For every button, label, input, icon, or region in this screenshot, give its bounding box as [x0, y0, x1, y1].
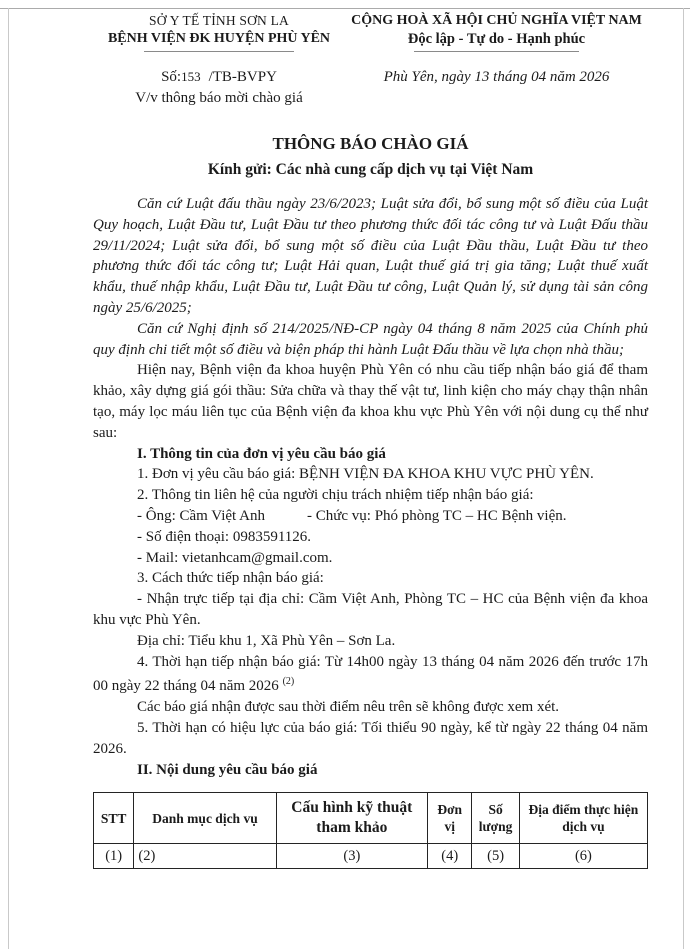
- section2-heading: II. Nội dung yêu cầu báo giá: [137, 761, 318, 778]
- section1-heading: I. Thông tin của đơn vị yêu cầu báo giá: [137, 445, 386, 462]
- cell-qty: (5): [472, 844, 519, 869]
- issuing-org-name: BỆNH VIỆN ĐK HUYỆN PHÙ YÊN: [107, 31, 331, 46]
- contact-title: - Chức vụ: Phó phòng TC – HC Bệnh viện.: [306, 507, 567, 524]
- place-date-line: Phù Yên, ngày 13 tháng 04 năm 2026: [383, 69, 610, 85]
- national-heading-block: [345, 12, 648, 108]
- document-title: THÔNG BÁO CHÀO GIÁ: [272, 134, 469, 153]
- address-line: Địa chỉ: Tiểu khu 1, Xã Phù Yên – Sơn La.: [137, 632, 396, 649]
- table-header-qty: Số lượng: [472, 793, 519, 844]
- national-motto-line2: Độc lập - Tự do - Hạnh phúc: [407, 31, 586, 47]
- late-quote-note: Các báo giá nhận được sau thời điểm nêu trên sẽ không được xem xét.: [137, 699, 560, 716]
- table-header-row: [94, 793, 648, 844]
- table-header-place: Địa điểm thực hiện dịch vụ: [519, 793, 647, 844]
- parent-org-name: SỞ Y TẾ TỈNH SƠN LA: [149, 13, 289, 28]
- contact-mail: - Mail: vietanhcam@gmail.com.: [137, 549, 333, 566]
- salutation-line: Kính gửi: Các nhà cung cấp dịch vụ tại Việt Nam: [207, 161, 534, 178]
- table-header-service: Danh mục dịch vụ: [134, 793, 276, 844]
- section1-item2: 2. Thông tin liên hệ của người chịu trách nhiệm tiếp nhận báo giá:: [137, 487, 534, 504]
- issuing-org-block: [93, 12, 345, 108]
- table-row: [94, 844, 648, 869]
- section1-item5: 5. Thời hạn có hiệu lực của báo giá: Tối thiểu 90 ngày, kể từ ngày 22 tháng 04 năm 2026.: [93, 719, 648, 757]
- document-header: [93, 12, 648, 108]
- document-number-line: [93, 67, 345, 87]
- org-underline: [144, 51, 294, 52]
- intro-paragraph: Hiện nay, Bệnh viện đa khoa huyện Phù Yên có nhu cầu tiếp nhận báo giá để tham khảo, xây dựng giá gói thầu: Sửa chữa và thay thế vật tư, linh kiện cho máy chạy thận nhân tạo, máy lọc máu liên tục của Bệnh viện đa khoa khu vực Phù Yên với nội dung cụ thể như sau:: [93, 362, 648, 441]
- cell-spec: (3): [276, 844, 427, 869]
- table-header-spec: Cấu hình kỹ thuật tham khảo: [276, 793, 427, 844]
- page-edge-top: [0, 8, 690, 9]
- doc-number-prefix: Số:: [161, 69, 182, 85]
- motto-underline: [414, 51, 579, 52]
- deadline-text: 4. Thời hạn tiếp nhận báo giá: Từ 14h00 ngày 13 tháng 04 năm 2026 đến trước 17h 00 ngày 22 tháng 04 năm 2026: [93, 653, 648, 695]
- section1-item1: 1. Đơn vị yêu cầu báo giá: BỆNH VIỆN ĐA KHOA KHU VỰC PHÙ YÊN.: [137, 466, 594, 483]
- cell-stt: (1): [94, 844, 134, 869]
- footnote-marker: (2): [282, 676, 295, 688]
- cell-place: (6): [519, 844, 647, 869]
- document-body: [93, 194, 648, 780]
- section1-item4: [93, 652, 648, 698]
- cell-unit: (4): [428, 844, 472, 869]
- receive-direct-line: - Nhận trực tiếp tại địa chỉ: Cầm Việt Anh, Phòng TC – HC của Bệnh viện đa khoa khu vực Phù Yên.: [93, 591, 648, 628]
- quote-request-table: [93, 792, 648, 869]
- document-page: [93, 12, 648, 869]
- table-header-unit: Đơn vị: [428, 793, 472, 844]
- table-header-stt: STT: [94, 793, 134, 844]
- section1-item3: 3. Cách thức tiếp nhận báo giá:: [137, 570, 324, 587]
- contact-phone: - Số điện thoại: 0983591126.: [137, 528, 312, 545]
- national-motto-line1: CỘNG HOÀ XÃ HỘI CHỦ NGHĨA VIỆT NAM: [351, 13, 642, 28]
- doc-number-suffix: /TB-BVPY: [208, 69, 277, 85]
- preamble-paragraph-1: Căn cứ Luật đấu thầu ngày 23/6/2023; Luật sửa đổi, bổ sung một số điều của Luật Quy hoạch, Luật Đầu tư, Luật Đầu tư theo phương thức đối tác công tư và Luật Đấu thầu 29/11/2024; Luật sửa đổi, bổ sung một số điều của Luật Đầu thầu, Luật Đầu tư theo phương thức đối tác công tư; Luật Hải quan, Luật thuế giá trị gia tăng; Luật thuế xuất khẩu, thuế nhập khẩu, Luật Đầu tư, Luật Đầu tư công, Luật Quản lý, sử dụng tài sản công ngày 25/6/2025;: [93, 196, 648, 316]
- cell-service: (2): [134, 844, 276, 869]
- page-edge-left: [8, 8, 9, 949]
- page-edge-right: [683, 8, 684, 949]
- preamble-paragraph-2: Căn cứ Nghị định số 214/2025/NĐ-CP ngày 04 tháng 8 năm 2025 của Chính phủ quy định chi tiết một số điều và biện pháp thi hành Luật Đấu thầu về lựa chọn nhà thầu;: [93, 320, 648, 358]
- contact-name: - Ông: Cầm Việt Anh: [137, 507, 265, 524]
- doc-number-value: 153: [181, 69, 201, 84]
- doc-subject-line: V/v thông báo mời chào giá: [135, 90, 303, 106]
- contact-line: [93, 506, 648, 527]
